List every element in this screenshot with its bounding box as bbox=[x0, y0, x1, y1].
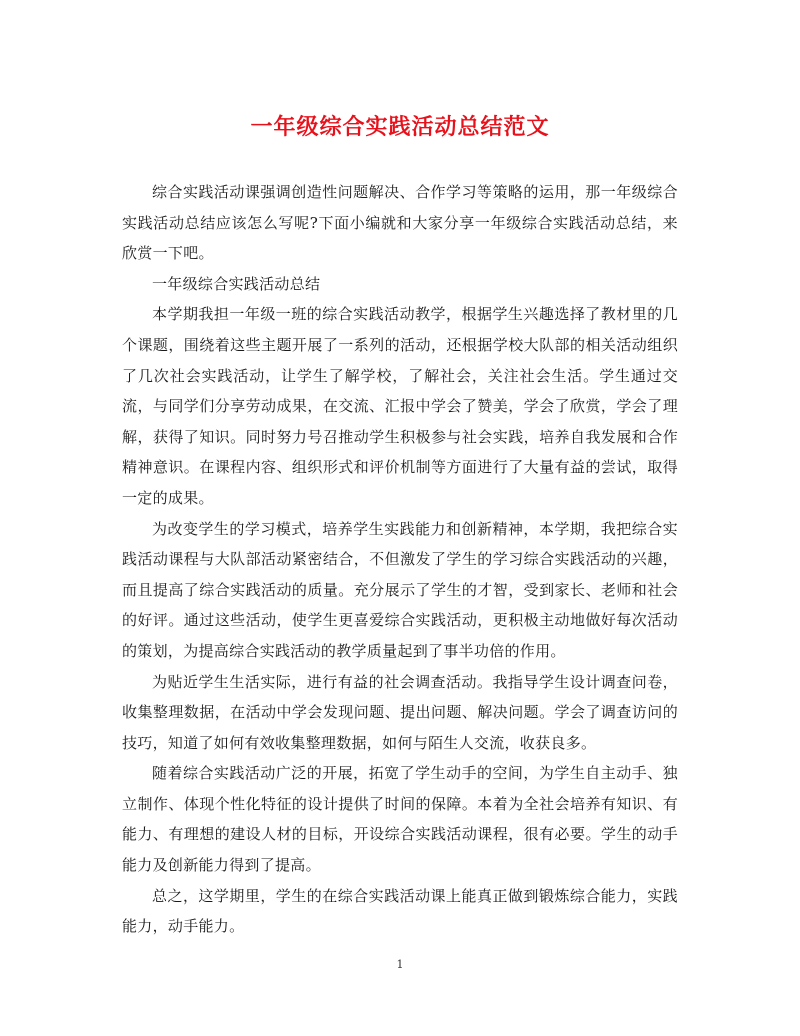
paragraph-3: 为贴近学生生活实际，进行有益的社会调查活动。我指导学生设计调查问卷，收集整理数据，在活动中学会发现问题、提出问题、解决问题。学会了调查访问的技巧，知道了如何有效收集整理数据，如何与陌生人交流，收获良多。 bbox=[122, 672, 678, 752]
document-body bbox=[122, 177, 678, 942]
paragraph-4: 随着综合实践活动广泛的开展，拓宽了学生动手的空间，为学生自主动手、独立制作、体现个性化特征的设计提供了时间的保障。本着为全社会培养有知识、有能力、有理想的建设人材的目标，开设综合实践活动课程，很有必要。学生的动手能力及创新能力得到了提高。 bbox=[122, 764, 678, 875]
paragraph-intro: 综合实践活动课强调创造性问题解决、合作学习等策略的运用，那一年级综合实践活动总结应该怎么写呢?下面小编就和大家分享一年级综合实践活动总结，来欣赏一下吧。 bbox=[122, 183, 678, 263]
page-number: 1 bbox=[396, 958, 404, 971]
paragraph-2: 为改变学生的学习模式，培养学生实践能力和创新精神，本学期，我把综合实践活动课程与大队部活动紧密结合，不但激发了学生的学习综合实践活动的兴趣，而且提高了综合实践活动的质量。充分展示了学生的才智，受到家长、老师和社会的好评。通过这些活动，使学生更喜爱综合实践活动，更积极主动地做好每次活动的策划，为提高综合实践活动的教学质量起到了事半功倍的作用。 bbox=[122, 519, 678, 660]
paragraph-subheading: 一年级综合实践活动总结 bbox=[152, 274, 321, 293]
document-title: 一年级综合实践活动总结范文 bbox=[250, 114, 550, 140]
paragraph-1: 本学期我担一年级一班的综合实践活动教学，根据学生兴趣选择了教材里的几个课题，围绕着这些主题开展了一系列的活动，还根据学校大队部的相关活动组织了几次社会实践活动，让学生了解学校，了解社会，关注社会生活。学生通过交流，与同学们分享劳动成果，在交流、汇报中学会了赞美，学会了欣赏，学会了理解，获得了知识。同时努力号召推动学生积极参与社会实践，培养自我发展和合作精神意识。在课程内容、组织形式和评价机制等方面进行了大量有益的尝试，取得一定的成果。 bbox=[122, 305, 678, 507]
paragraph-conclusion: 总之，这学期里，学生的在综合实践活动课上能真正做到锻炼综合能力，实践能力，动手能力。 bbox=[122, 886, 678, 936]
